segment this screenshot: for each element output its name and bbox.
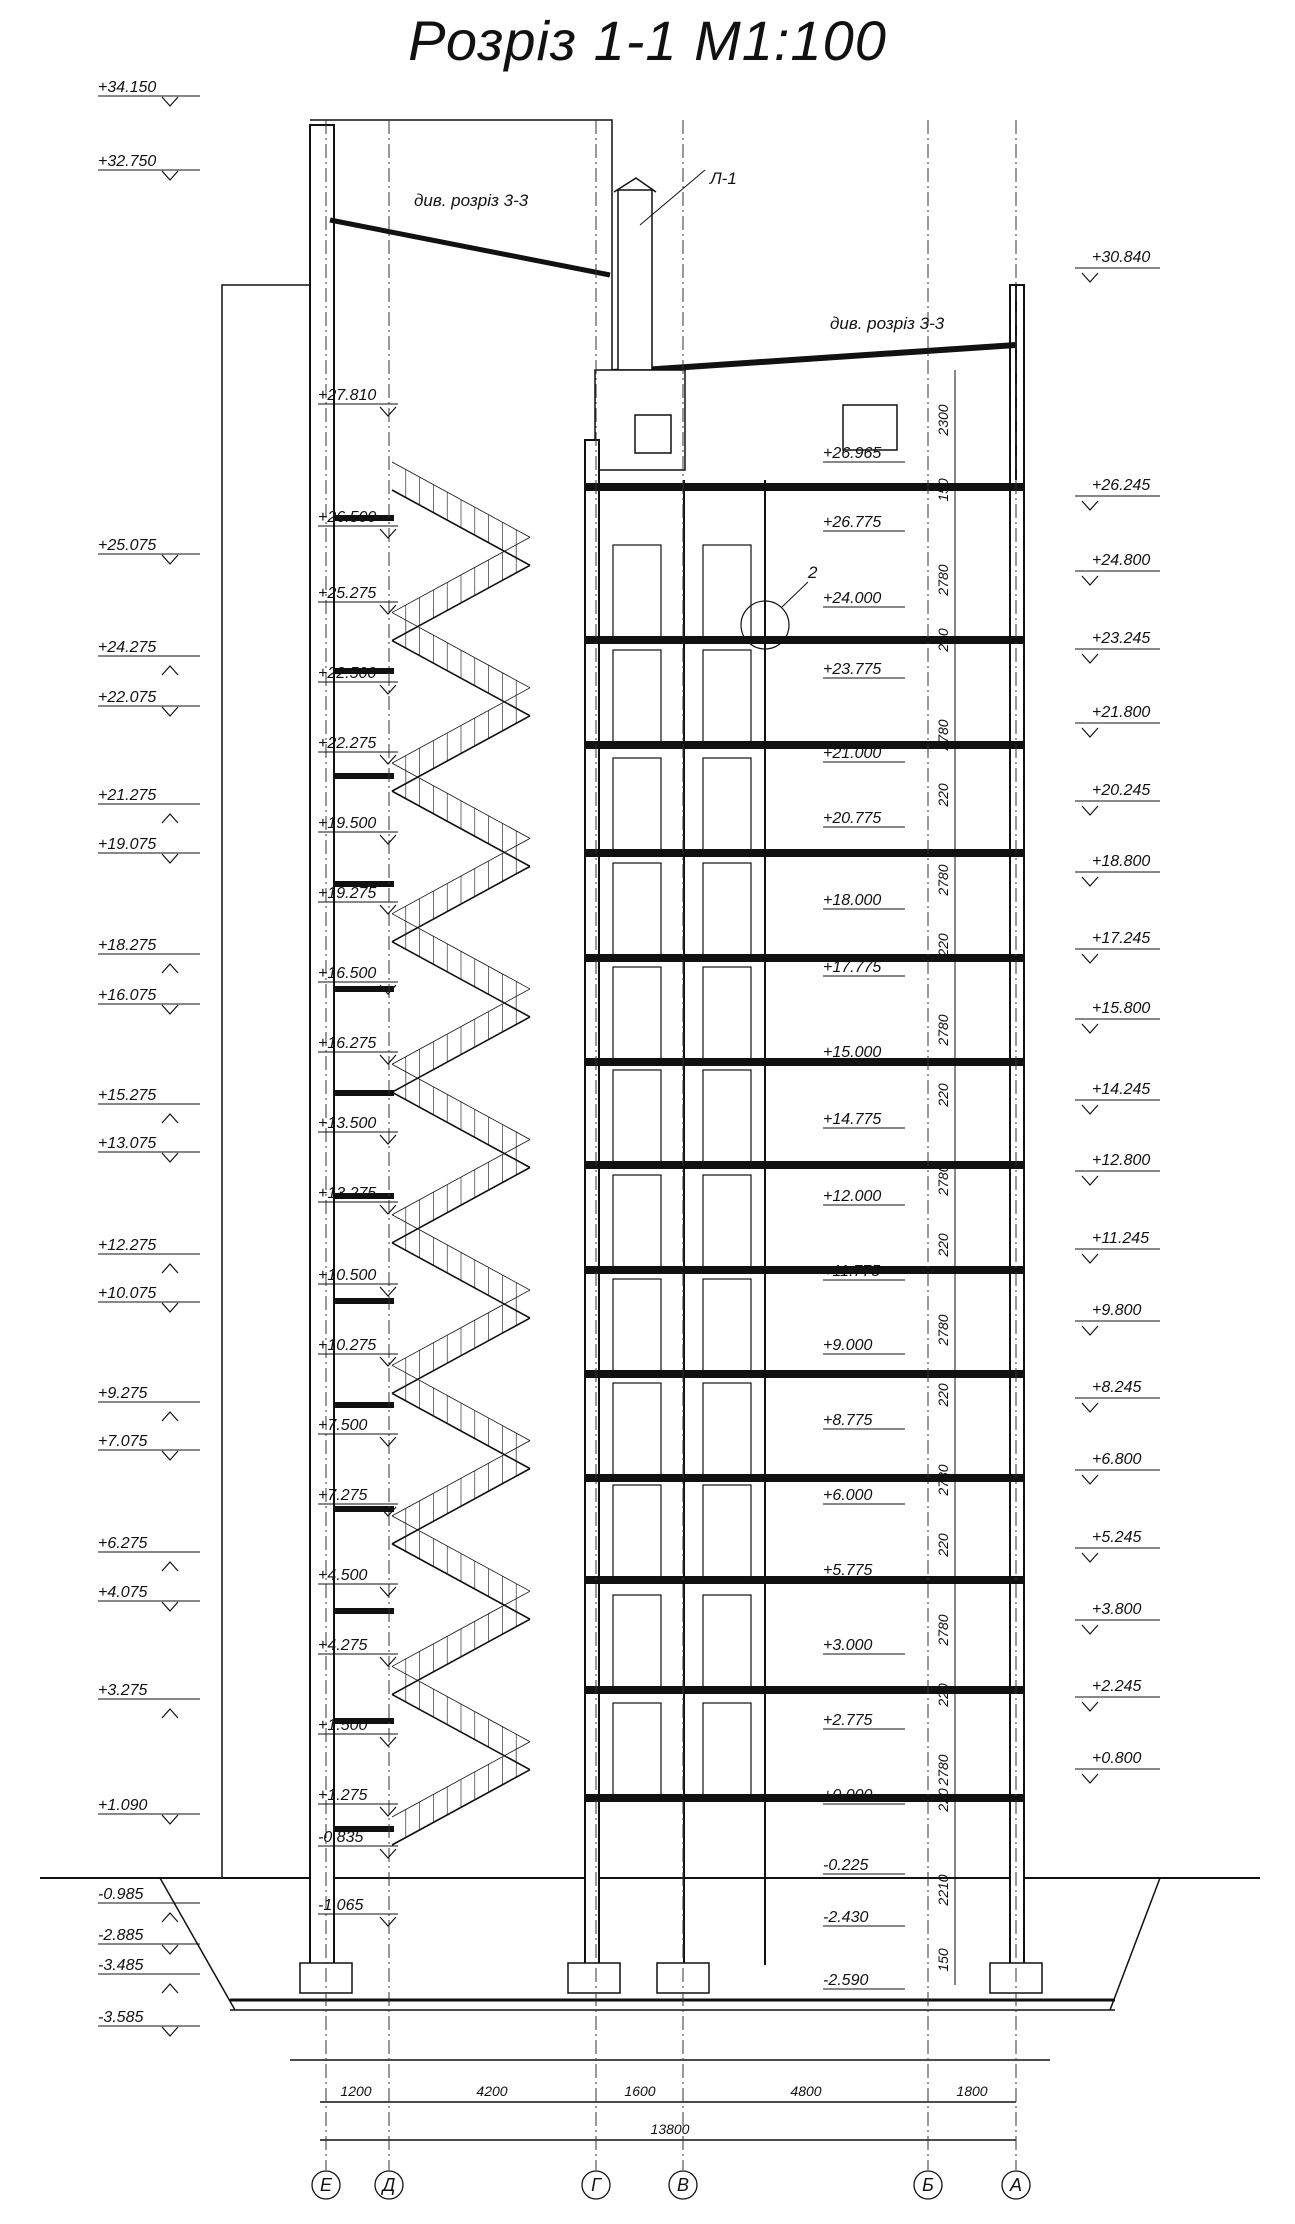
level-mark: +12.275	[98, 1237, 157, 1254]
floor-level-mark: +24.000	[823, 590, 882, 607]
door	[613, 1383, 661, 1475]
upper-roof	[612, 345, 1016, 372]
axis-label: Б	[922, 2175, 934, 2195]
door	[613, 967, 661, 1059]
level-mark: +13.075	[98, 1135, 157, 1152]
node-ref: Л-1	[710, 169, 737, 188]
level-mark: +3.275	[98, 1682, 148, 1699]
door	[703, 1595, 751, 1687]
level-mark: -0.985	[98, 1886, 144, 1903]
door	[703, 545, 751, 637]
door	[703, 1070, 751, 1162]
vertical-dimension: 220	[935, 1788, 951, 1812]
drawing-title: Розріз 1-1 М1:100	[408, 9, 887, 72]
level-mark: +34.150	[98, 79, 157, 96]
stair-level-mark: +22.500	[318, 665, 377, 682]
right-level-mark: +20.245	[1092, 782, 1151, 799]
overall-dimension: 13800	[650, 2121, 690, 2137]
right-level-mark: +24.800	[1092, 552, 1151, 569]
right-level-mark: +0.800	[1092, 1750, 1142, 1767]
door	[613, 863, 661, 955]
vertical-dimension: 220	[935, 1533, 951, 1557]
floor-level-mark: +6.000	[823, 1487, 873, 1504]
vertical-dimension: 220	[935, 1083, 951, 1107]
detail-ref: 2	[808, 563, 818, 582]
door	[703, 1383, 751, 1475]
door	[703, 1485, 751, 1577]
stair-level-mark: +10.500	[318, 1267, 377, 1284]
right-level-mark: +2.245	[1092, 1678, 1142, 1695]
floor-level-mark: -2.590	[823, 1972, 869, 1989]
right-level-mark: +17.245	[1092, 930, 1151, 947]
vertical-dimension: 220	[935, 783, 951, 807]
dimension-value: 1800	[956, 2083, 988, 2099]
level-mark: +18.275	[98, 937, 157, 954]
door	[613, 650, 661, 742]
axis-label: Г	[591, 2175, 601, 2195]
axis-label: В	[676, 2175, 690, 2195]
stair-level-mark: +7.275	[318, 1487, 368, 1504]
door	[703, 758, 751, 850]
stair-level-mark: +4.500	[318, 1567, 368, 1584]
excavation-right	[1110, 1878, 1160, 2010]
floor-level-mark: +9.000	[823, 1337, 873, 1354]
landing-slab	[334, 1402, 394, 1408]
level-mark: +22.075	[98, 689, 157, 706]
door	[703, 1175, 751, 1267]
stair-level-mark: +25.275	[318, 585, 377, 602]
section-ref-left: див. розріз 3-3	[414, 191, 529, 210]
right-level-mark: +23.245	[1092, 630, 1151, 647]
floor-level-mark: +12.000	[823, 1188, 882, 1205]
vent-chimney	[618, 190, 652, 370]
stair-level-mark: -1.065	[318, 1897, 364, 1914]
level-mark: +24.275	[98, 639, 157, 656]
floor-level-mark: +26.965	[823, 445, 882, 462]
door	[613, 1703, 661, 1795]
stair-level-mark: +1.500	[318, 1717, 368, 1734]
door	[613, 758, 661, 850]
stair-level-mark: +27.810	[318, 387, 377, 404]
door	[613, 1279, 661, 1371]
stair-level-mark: -0.835	[318, 1829, 364, 1846]
stair-level-mark: +19.275	[318, 885, 377, 902]
vertical-dimension: 2780	[935, 864, 951, 896]
level-mark: -3.485	[98, 1957, 144, 1974]
level-mark: +19.075	[98, 836, 157, 853]
level-mark: +25.075	[98, 537, 157, 554]
floor-level-mark: +15.000	[823, 1044, 882, 1061]
floor-level-mark: -2.430	[823, 1909, 869, 1926]
level-mark: +21.275	[98, 787, 157, 804]
level-mark: +32.750	[98, 153, 157, 170]
floor-level-mark: +2.775	[823, 1712, 873, 1729]
floor-level-mark: +26.775	[823, 514, 882, 531]
right-level-mark: +15.800	[1092, 1000, 1151, 1017]
right-level-mark: +14.245	[1092, 1081, 1151, 1098]
stair-level-mark: +4.275	[318, 1637, 368, 1654]
stair-level-mark: +7.500	[318, 1417, 368, 1434]
floor-level-mark: +17.775	[823, 959, 882, 976]
level-mark: +4.075	[98, 1584, 148, 1601]
right-level-mark: +5.245	[1092, 1529, 1142, 1546]
stair-level-mark: +22.275	[318, 735, 377, 752]
right-level-mark: +30.840	[1092, 249, 1151, 266]
vertical-dimension: 2780	[935, 1614, 951, 1646]
vertical-dimension: 2780	[935, 1164, 951, 1196]
level-mark: -2.885	[98, 1927, 144, 1944]
vertical-dimension: 2780	[935, 1014, 951, 1046]
door	[703, 863, 751, 955]
axis-label: А	[1009, 2175, 1023, 2195]
door	[613, 545, 661, 637]
vertical-dimension: 2780	[935, 1464, 951, 1496]
right-level-mark: +26.245	[1092, 477, 1151, 494]
vertical-dimension: 2210	[935, 1874, 951, 1906]
stair-level-mark: +10.275	[318, 1337, 377, 1354]
right-level-mark: +11.245	[1092, 1230, 1150, 1247]
vertical-dimension: 150	[935, 1948, 951, 1972]
stair-level-mark: +19.500	[318, 815, 377, 832]
level-mark: +15.275	[98, 1087, 157, 1104]
landing-slab	[334, 1090, 394, 1096]
right-level-mark: +12.800	[1092, 1152, 1151, 1169]
stair-level-mark: +1.275	[318, 1787, 368, 1804]
floor-level-mark: +3.000	[823, 1637, 873, 1654]
level-mark: +6.275	[98, 1535, 148, 1552]
door	[703, 967, 751, 1059]
floor-level-mark: +23.775	[823, 661, 882, 678]
floor-level-mark: +0.000	[823, 1787, 873, 1804]
floor-level-mark: +11.775	[823, 1263, 881, 1280]
axis-label: Д	[382, 2175, 396, 2195]
landing-slab	[334, 1506, 394, 1512]
vertical-dimension: 220	[935, 1233, 951, 1257]
floor-slab	[585, 483, 1025, 491]
floor-level-mark: +20.775	[823, 810, 882, 827]
stair-level-mark: +13.275	[318, 1185, 377, 1202]
door	[703, 1703, 751, 1795]
floor-level-mark: +8.775	[823, 1412, 873, 1429]
level-mark: +1.090	[98, 1797, 148, 1814]
level-mark: +10.075	[98, 1285, 157, 1302]
annex-block	[222, 285, 314, 1878]
right-level-mark: +6.800	[1092, 1451, 1142, 1468]
level-mark: +9.275	[98, 1385, 148, 1402]
stair-level-mark: +26.500	[318, 509, 377, 526]
vertical-dimension: 2780	[935, 564, 951, 596]
floor-level-mark: +21.000	[823, 745, 882, 762]
level-mark: -3.585	[98, 2009, 144, 2026]
axis-label: Е	[319, 2175, 333, 2195]
dimension-value: 4800	[790, 2083, 822, 2099]
vertical-dimension: 220	[935, 628, 951, 652]
stair-core-wall	[585, 440, 599, 1965]
right-level-mark: +18.800	[1092, 853, 1151, 870]
section-ref-right: див. розріз 3-3	[830, 314, 945, 333]
vertical-dimension: 2300	[935, 404, 951, 436]
vertical-dimension: 220	[935, 933, 951, 957]
detail-leader	[782, 582, 808, 607]
door	[703, 650, 751, 742]
floor-level-mark: +14.775	[823, 1111, 882, 1128]
right-level-mark: +8.245	[1092, 1379, 1142, 1396]
floor-level-mark: +5.775	[823, 1562, 873, 1579]
dimension-value: 1200	[340, 2083, 372, 2099]
door	[613, 1485, 661, 1577]
landing-slab	[334, 1298, 394, 1304]
level-mark: +16.075	[98, 987, 157, 1004]
landing-slab	[334, 1608, 394, 1614]
floor-level-mark: +18.000	[823, 892, 882, 909]
door	[613, 1070, 661, 1162]
level-mark: +7.075	[98, 1433, 148, 1450]
vertical-dimension: 2780	[935, 719, 951, 751]
right-level-mark: +3.800	[1092, 1601, 1142, 1618]
vertical-dimension: 2780	[935, 1754, 951, 1786]
stair-level-mark: +13.500	[318, 1115, 377, 1132]
dimension-value: 1600	[624, 2083, 656, 2099]
vertical-dimension: 220	[935, 1383, 951, 1407]
right-level-mark: +9.800	[1092, 1302, 1142, 1319]
door	[703, 1279, 751, 1371]
right-level-mark: +21.800	[1092, 704, 1151, 721]
vertical-dimension: 150	[935, 478, 951, 502]
door	[613, 1175, 661, 1267]
vertical-dimension: 2780	[935, 1314, 951, 1346]
right-wall	[1010, 285, 1024, 1965]
floor-level-mark: -0.225	[823, 1857, 869, 1874]
door	[613, 1595, 661, 1687]
stair-level-mark: +16.275	[318, 1035, 377, 1052]
vertical-dimension: 220	[935, 1683, 951, 1707]
dimension-value: 4200	[476, 2083, 508, 2099]
stair-level-mark: +16.500	[318, 965, 377, 982]
landing-slab	[334, 773, 394, 779]
